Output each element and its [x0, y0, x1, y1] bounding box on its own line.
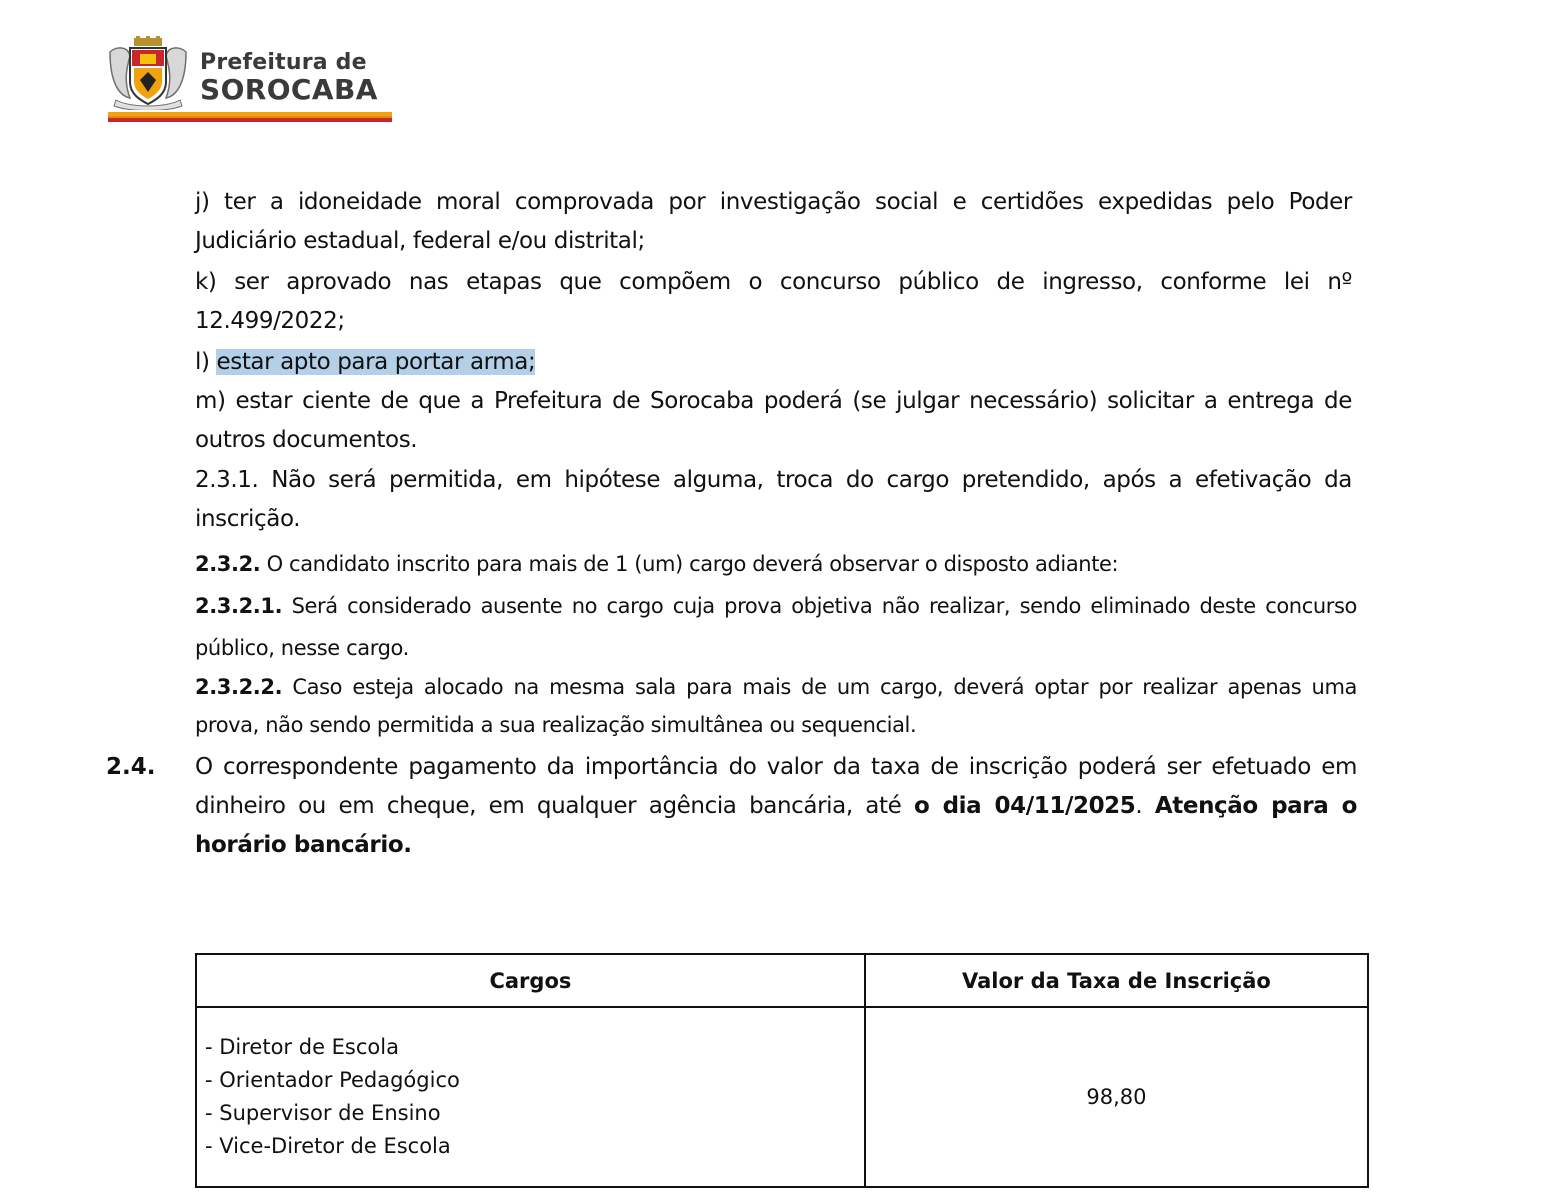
cargos-cell	[196, 1007, 865, 1187]
clause-2-3-2-1-number: 2.3.2.1.	[195, 594, 283, 618]
section-2-4-deadline: o dia 04/11/2025	[913, 793, 1136, 819]
header-valor: Valor da Taxa de Inscrição	[865, 954, 1368, 1007]
item-l-prefix: l)	[195, 349, 217, 375]
item-m: m) estar ciente de que a Prefeitura de Sorocaba poderá (se julgar necessário) solicitar a entrega de outros documentos.	[195, 388, 1352, 453]
section-2-4-attention: Atenção para o horário bancário.	[195, 793, 1357, 858]
clause-2-3-2	[195, 543, 1357, 585]
section-2-4-number: 2.4.	[106, 754, 156, 780]
clause-2-3-2-2-number: 2.3.2.2.	[195, 675, 283, 699]
fee-table	[195, 953, 1369, 1188]
item-l-highlighted-text: estar apto para portar arma;	[216, 349, 536, 375]
clause-2-3-2-text: O candidato inscrito para mais de 1 (um) cargo deverá observar o disposto adiante:	[260, 552, 1119, 576]
table-row	[196, 1007, 1368, 1187]
clause-2-3-1: 2.3.1. Não será permitida, em hipótese alguma, troca do cargo pretendido, após a efetivação da inscrição.	[195, 467, 1352, 532]
cargo-item: - Vice-Diretor de Escola	[205, 1134, 451, 1158]
item-k: k) ser aprovado nas etapas que compõem o concurso público de ingresso, conforme lei nº 12.499/2022;	[195, 269, 1352, 334]
logo-stripe	[108, 112, 392, 122]
item-l	[195, 343, 1352, 382]
clause-2-3-2-1-text: Será considerado ausente no cargo cuja prova objetiva não realizar, sendo eliminado deste concurso público, nesse cargo.	[195, 594, 1357, 660]
section-2-4-text	[195, 748, 1357, 865]
cargo-item: - Orientador Pedagógico	[205, 1068, 460, 1092]
coat-of-arms-icon	[106, 36, 190, 110]
cargo-item: - Diretor de Escola	[205, 1035, 399, 1059]
cargo-item: - Supervisor de Ensino	[205, 1101, 441, 1125]
clause-2-3-2-2	[195, 668, 1357, 744]
clause-2-3-2-1	[195, 585, 1357, 669]
clause-2-3-2-number: 2.3.2.	[195, 552, 261, 576]
logo-line2: SOROCABA	[200, 73, 378, 106]
logo-line1: Prefeitura de	[200, 50, 367, 75]
header-cargos: Cargos	[196, 954, 865, 1007]
prefeitura-logo	[106, 36, 392, 126]
fee-table-header-row	[196, 954, 1368, 1007]
logo-wordmark	[200, 52, 378, 104]
clause-2-3-2-2-text: Caso esteja alocado na mesma sala para mais de um cargo, deverá optar por realizar apenas uma prova, não sendo permitida a sua realização simultânea ou sequencial.	[195, 675, 1357, 737]
section-2-4-text-b: .	[1135, 793, 1155, 819]
section-2-4-text-a: O correspondente pagamento da importância do valor da taxa de inscrição poderá ser efetuado em dinheiro ou em cheque, em qualquer agência bancária, até	[195, 754, 1357, 819]
valor-cell: 98,80	[865, 1007, 1368, 1187]
item-j: j) ter a idoneidade moral comprovada por investigação social e certidões expedidas pelo Poder Judiciário estadual, federal e/ou distrital;	[195, 189, 1352, 254]
